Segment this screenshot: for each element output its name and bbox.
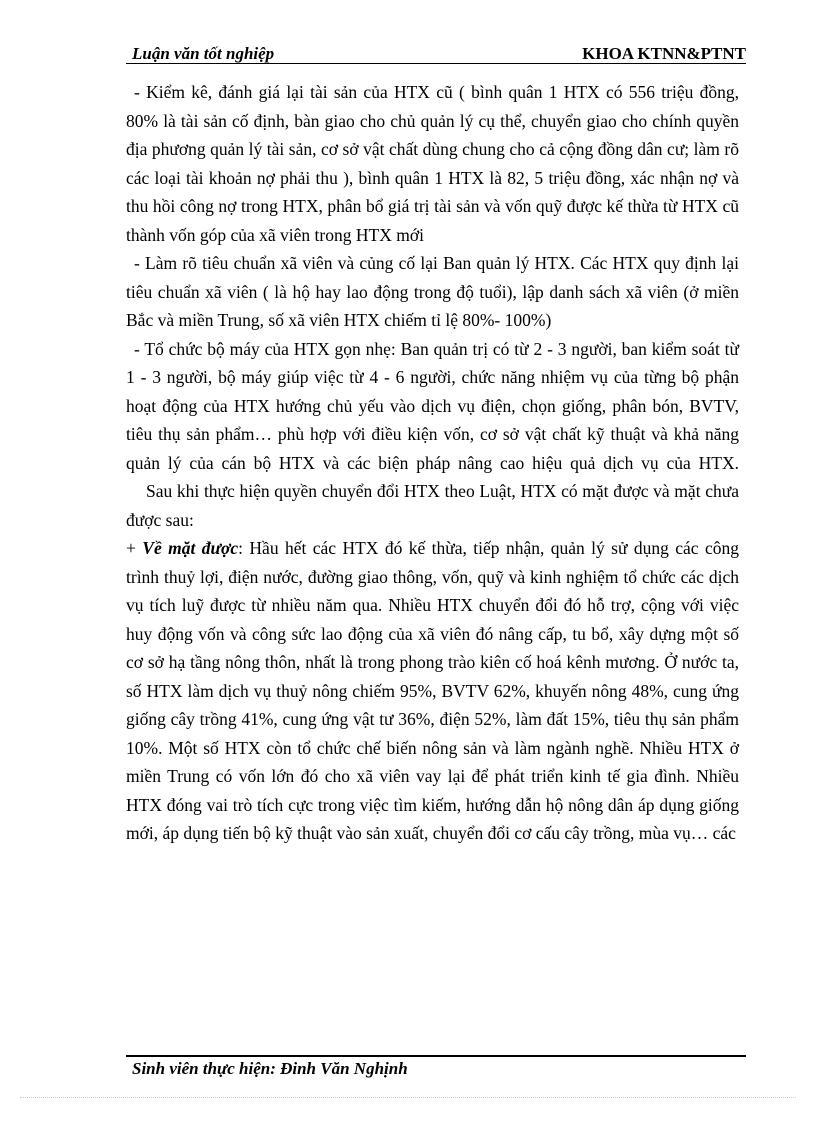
paragraph-achievements	[126, 534, 739, 848]
page-footer	[126, 1055, 746, 1085]
bullet-prefix: +	[126, 538, 143, 558]
footer-rule	[126, 1055, 746, 1057]
header-rule	[126, 63, 746, 64]
footer-student-name: Sinh viên thực hiện: Đinh Văn Nghịnh	[132, 1059, 408, 1078]
page-edge-divider	[20, 1097, 796, 1098]
paragraph-asset-inventory: - Kiểm kê, đánh giá lại tài sản của HTX cũ ( bình quân 1 HTX có 556 triệu đồng, 80% là tài sản cố định, bàn giao cho chủ quản lý cụ thể, chuyển giao cho chính quyền địa phương quản lý tài sản, cơ sở vật chất dùng chung cho cả cộng đồng dân cư; làm rõ các loại tài khoản nợ phải thu ), bình quân 1 HTX là 82, 5 triệu đồng, xác nhận nợ và thu hồi công nợ trong HTX, phân bổ giá trị tài sản và vốn quỹ được kế thừa từ HTX cũ thành vốn góp của xã viên trong HTX mới	[126, 82, 739, 245]
header-faculty-label: KHOA KTNN&PTNT	[582, 44, 746, 63]
page-body	[126, 78, 739, 848]
paragraph-conversion-summary: Sau khi thực hiện quyền chuyển đổi HTX theo Luật, HTX có mặt được và mặt chưa được sau:	[126, 481, 739, 530]
header-thesis-label: Luận văn tốt nghiệp	[132, 44, 275, 63]
page-header	[126, 42, 746, 64]
achievements-text: : Hầu hết các HTX đó kế thừa, tiếp nhận, quản lý sử dụng các công trình thuỷ lợi, điện nước, đường giao thông, vốn, quỹ và kinh nghiệm tổ chức các dịch vụ tích luỹ được từ nhiều năm qua. Nhiều HTX chuyển đổi đó hỗ trợ, cộng với việc huy động vốn và công sức lao động của xã viên đó nâng cấp, tu bổ, xây dựng một số cơ sở hạ tầng nông thôn, nhất là trong phong trào kiên cố hoá kênh mương. Ở nước ta, số HTX làm dịch vụ thuỷ nông chiếm 95%, BVTV 62%, khuyến nông 48%, cung ứng giống cây trồng 41%, cung ứng vật tư 36%, điện 52%, làm đất 15%, tiêu thụ sản phẩm 10%. Một số HTX còn tổ chức chế biến nông sản và làm ngành nghề. Nhiều HTX ở miền Trung có vốn lớn đó cho xã viên vay lại để phát triển kinh tế gia đình. Nhiều HTX đóng vai trò tích cực trong việc tìm kiếm, hướng dẫn hộ nông dân áp dụng giống mới, áp dụng tiến bộ kỹ thuật vào sản xuất, chuyển đổi cơ cấu cây trồng, mùa vụ… các	[126, 538, 739, 843]
paragraph-member-standards: - Làm rõ tiêu chuẩn xã viên và củng cố lại Ban quản lý HTX. Các HTX quy định lại tiêu chuẩn xã viên ( là hộ hay lao động trong độ tuổi), lập danh sách xã viên (ở miền Bắc và miền Trung, số xã viên HTX chiếm tỉ lệ 80%- 100%)	[126, 253, 739, 330]
paragraph-organization: - Tổ chức bộ máy của HTX gọn nhẹ: Ban quản trị có từ 2 - 3 người, ban kiểm soát từ 1 - 3 người, bộ máy giúp việc từ 4 - 6 người, chức năng nhiệm vụ của từng bộ phận hoạt động của HTX hướng chủ yếu vào dịch vụ điện, chọn giống, phân bón, BVTV, tiêu thụ sản phẩm… phù hợp với điều kiện vốn, cơ sở vật chất kỹ thuật và khả năng quản lý của cán bộ HTX và các biện pháp nâng cao hiệu quả dịch vụ của HTX.	[126, 338, 739, 473]
achievements-heading: Về mặt được	[142, 538, 239, 558]
